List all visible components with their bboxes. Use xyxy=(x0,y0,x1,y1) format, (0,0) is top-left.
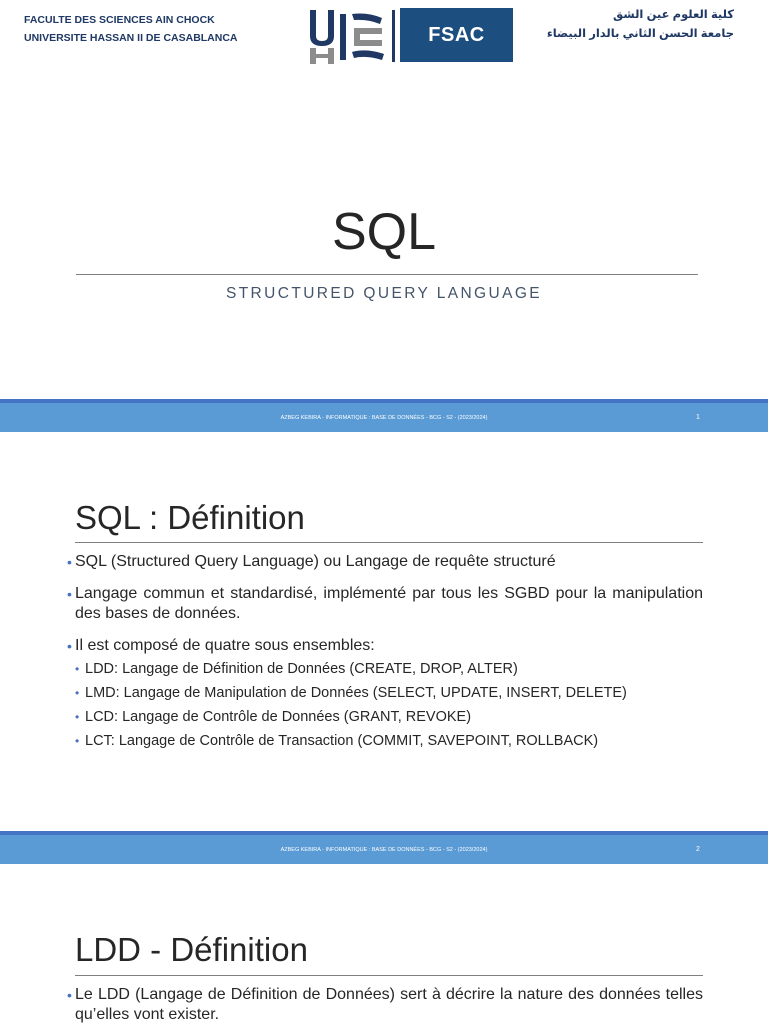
title-divider xyxy=(76,274,698,275)
fsac-logo-box: FSAC xyxy=(400,8,513,62)
slide-2 xyxy=(0,432,768,864)
bullet-text: Le LDD (Langage de Définition de Données) sert à décrire la nature des données telles qu’elles vont exister. xyxy=(75,986,703,1023)
slide-1-subtitle: STRUCTURED QUERY LANGUAGE xyxy=(225,285,543,302)
bullet-icon: • xyxy=(67,586,72,602)
title-divider xyxy=(75,542,703,543)
page-number: 2 xyxy=(696,846,700,853)
faculty-name-line-1: FACULTE DES SCIENCES AIN CHOCK xyxy=(24,14,215,26)
bullet-text: Langage commun et standardisé, implémenté par tous les SGBD pour la manipulation des bases de données. xyxy=(75,585,703,622)
sub-bullet-text: LMD: Langage de Manipulation de Données (SELECT, UPDATE, INSERT, DELETE) xyxy=(85,685,627,701)
slide-2-title: SQL : Définition xyxy=(75,499,305,536)
bullet-icon: • xyxy=(75,710,80,724)
bullet-icon: • xyxy=(75,662,80,676)
slide-2-footer xyxy=(0,831,768,864)
university-logo xyxy=(308,8,506,64)
slide-3-body xyxy=(67,985,703,1024)
slide-3-title: LDD - Définition xyxy=(75,931,308,968)
university-name-arabic-line-2: جامعة الحسن الثاني بالدار البيضاء xyxy=(546,28,734,40)
footer-band xyxy=(0,403,768,432)
title-divider xyxy=(75,975,703,976)
slide-1-footer xyxy=(0,399,768,432)
slide-3 xyxy=(0,864,768,1024)
footer-text: AZBEG KEBIRA - INFORMATIQUE : BASE DE DONNÉES - BCG - S2 - (2023/2024) xyxy=(280,415,488,421)
sub-bullet-item xyxy=(75,660,703,678)
bullet-icon: • xyxy=(67,638,72,654)
bullet-item xyxy=(67,636,703,656)
bullet-icon: • xyxy=(75,686,80,700)
bullet-icon: • xyxy=(67,554,72,570)
bullet-icon: • xyxy=(75,734,80,748)
sub-bullet-item xyxy=(75,732,703,750)
sub-bullet-item xyxy=(75,684,703,702)
bullet-icon: • xyxy=(67,987,72,1003)
slide-2-body xyxy=(67,552,703,756)
footer-text: AZBEG KEBIRA - INFORMATIQUE : BASE DE DONNÉES - BCG - S2 - (2023/2024) xyxy=(280,847,488,853)
page-number: 1 xyxy=(696,414,700,421)
uh2-logo-icon xyxy=(308,8,388,64)
bullet-item xyxy=(67,985,703,1024)
bullet-item xyxy=(67,584,703,624)
slide-1-title: SQL xyxy=(331,203,437,261)
slide-1 xyxy=(0,0,768,432)
sub-bullet-item xyxy=(75,708,703,726)
sub-bullet-text: LDD: Langage de Définition de Données (CREATE, DROP, ALTER) xyxy=(85,661,518,677)
bullet-item xyxy=(67,552,703,572)
faculty-name-arabic-line-1: كلية العلوم عين الشق xyxy=(613,9,734,21)
university-name-line-2: UNIVERSITE HASSAN II DE CASABLANCA xyxy=(24,32,238,44)
logo-separator xyxy=(392,10,395,62)
bullet-text: SQL (Structured Query Language) ou Langage de requête structuré xyxy=(75,553,556,570)
sub-bullet-text: LCD: Langage de Contrôle de Données (GRANT, REVOKE) xyxy=(85,709,472,725)
faculty-name-french xyxy=(24,11,238,47)
footer-band xyxy=(0,835,768,864)
faculty-name-arabic xyxy=(547,6,734,44)
bullet-text: Il est composé de quatre sous ensembles: xyxy=(75,637,375,654)
sub-bullet-text: LCT: Langage de Contrôle de Transaction (COMMIT, SAVEPOINT, ROLLBACK) xyxy=(85,733,599,749)
